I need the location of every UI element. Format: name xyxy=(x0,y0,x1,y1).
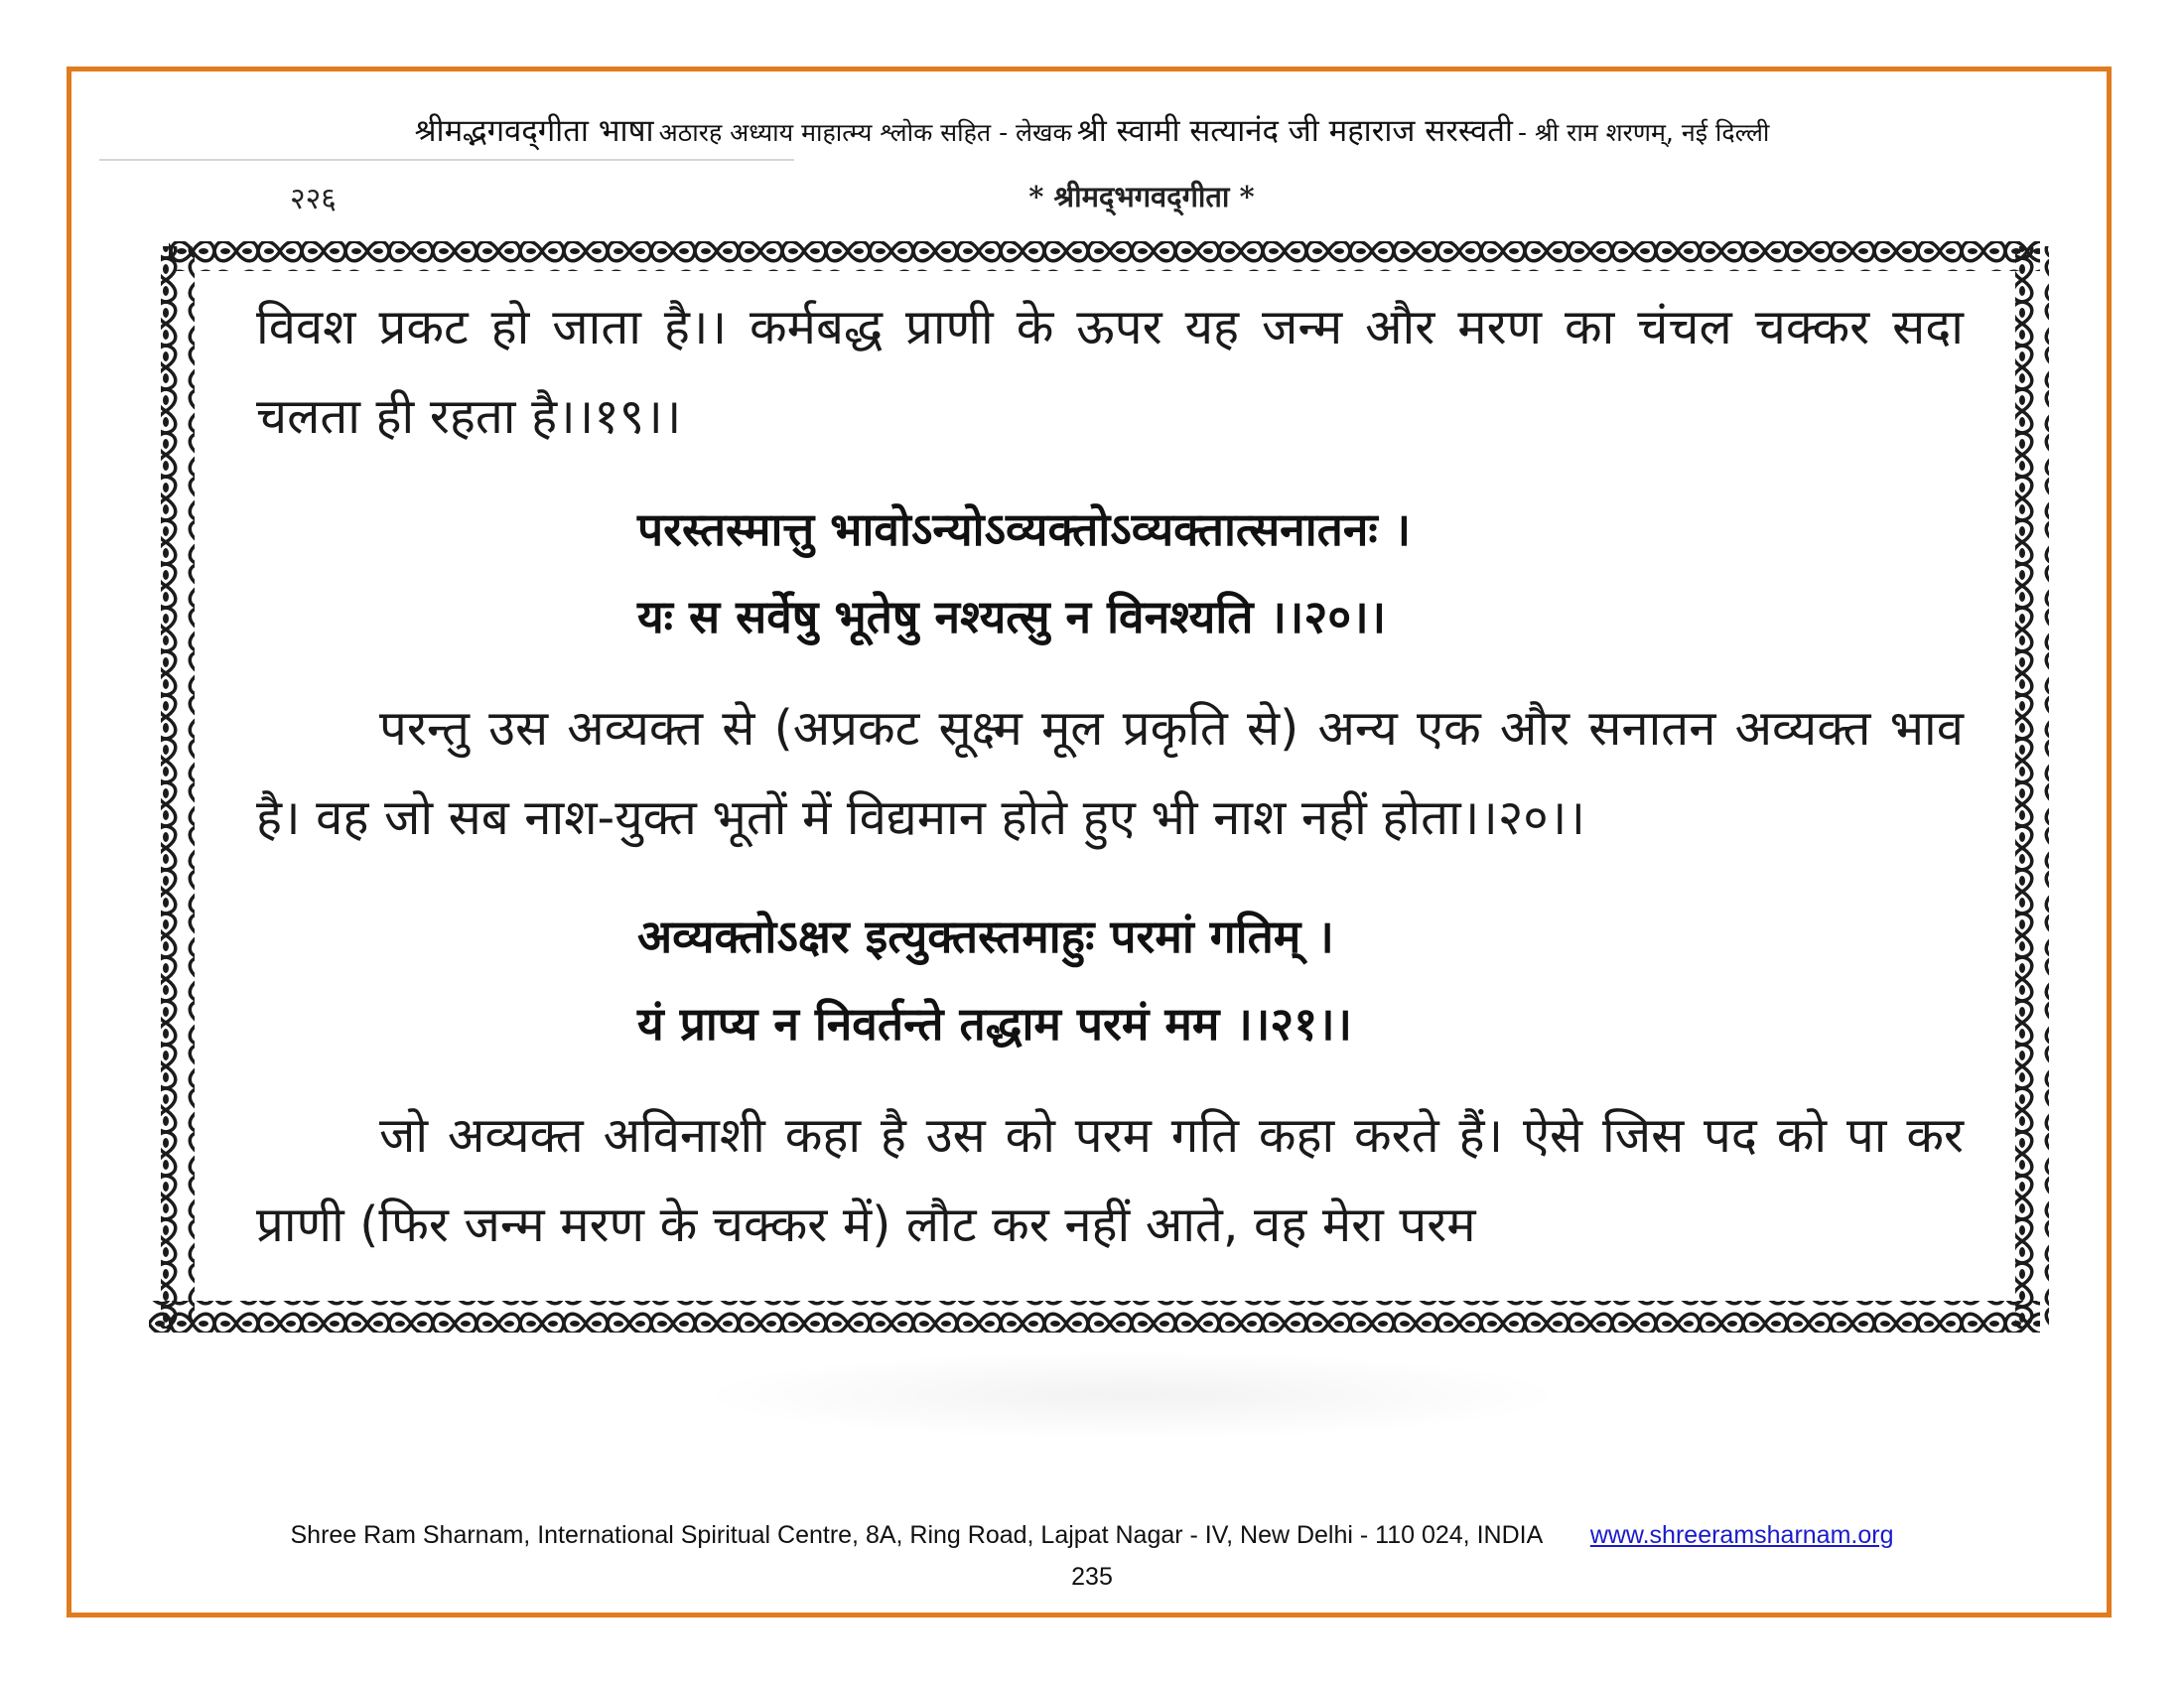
scan-smudge xyxy=(695,1350,1569,1440)
verse-21-line-2: यं प्राप्य न निवर्तन्ते तद्धाम परमं मम ।।२१।। xyxy=(637,997,1352,1051)
border-left xyxy=(161,246,195,1329)
footer-address: Shree Ram Sharnam, International Spiritual Centre, 8A, Ring Road, Lajpat Nagar - IV, New Delhi - 110 024, INDIA xyxy=(290,1521,1542,1549)
header-publisher: - श्री राम शरणम्, नई दिल्ली xyxy=(1518,118,1770,147)
paragraph-commentary-21: जो अव्यक्त अविनाशी कहा है उस को परम गति कहा करते हैं। ऐसे जिस पद को पा कर प्राणी (फिर जन्म मरण के चक्कर में) लौट कर नहीं आते, वह मेरा परम xyxy=(256,1107,1964,1253)
website-link[interactable]: www.shreeramsharnam.org xyxy=(1589,1521,1894,1549)
pdf-page-number: 235 xyxy=(1071,1563,1113,1591)
border-top xyxy=(169,241,2040,271)
verse-20-line-1: परस्तस्मात्तु भावोऽन्योऽव्यक्तोऽव्यक्तात्सनातनः । xyxy=(637,502,1412,556)
header-subtitle: अठारह अध्याय माहात्म्य श्लोक सहित - लेखक xyxy=(658,118,1072,147)
border-right xyxy=(2015,246,2049,1329)
paragraph-commentary-20: परन्तु उस अव्यक्त से (अप्रकट सूक्ष्म मूल प्रकृति से) अन्य एक और सनातन अव्यक्त भाव है। वह जो सब नाश-युक्त भूतों में विद्यमान होते हुए भी नाश नहीं होता।।२०।। xyxy=(256,700,1964,846)
header-rule xyxy=(99,159,794,161)
document-header xyxy=(99,109,2085,151)
scripture-text xyxy=(256,283,1964,1296)
running-head: * श्रीमद्‌भगवद्‌गीता * xyxy=(1028,180,1255,213)
footer xyxy=(99,1521,2085,1550)
verse-20-line-2: यः स सर्वेषु भूतेषु नश्यत्सु न विनश्यति ।।२०।। xyxy=(637,590,1387,643)
paragraph-commentary-19: विवश प्रकट हो जाता है।। कर्मबद्ध प्राणी के ऊपर यह जन्म और मरण का चंचल चक्कर सदा चलता ही रहता है।।१९।। xyxy=(256,299,1964,445)
header-author: श्री स्वामी सत्यानंद जी महाराज सरस्वती xyxy=(1076,113,1513,149)
verse-21-line-1: अव्यक्तोऽक्षर इत्युक्तस्तमाहुः परमां गतिम् । xyxy=(637,910,1334,963)
header-title: श्रीमद्भगवद्‌गीता भाषा xyxy=(414,113,654,149)
border-bottom xyxy=(149,1301,2040,1333)
scanned-page-number: २२६ xyxy=(290,182,337,216)
